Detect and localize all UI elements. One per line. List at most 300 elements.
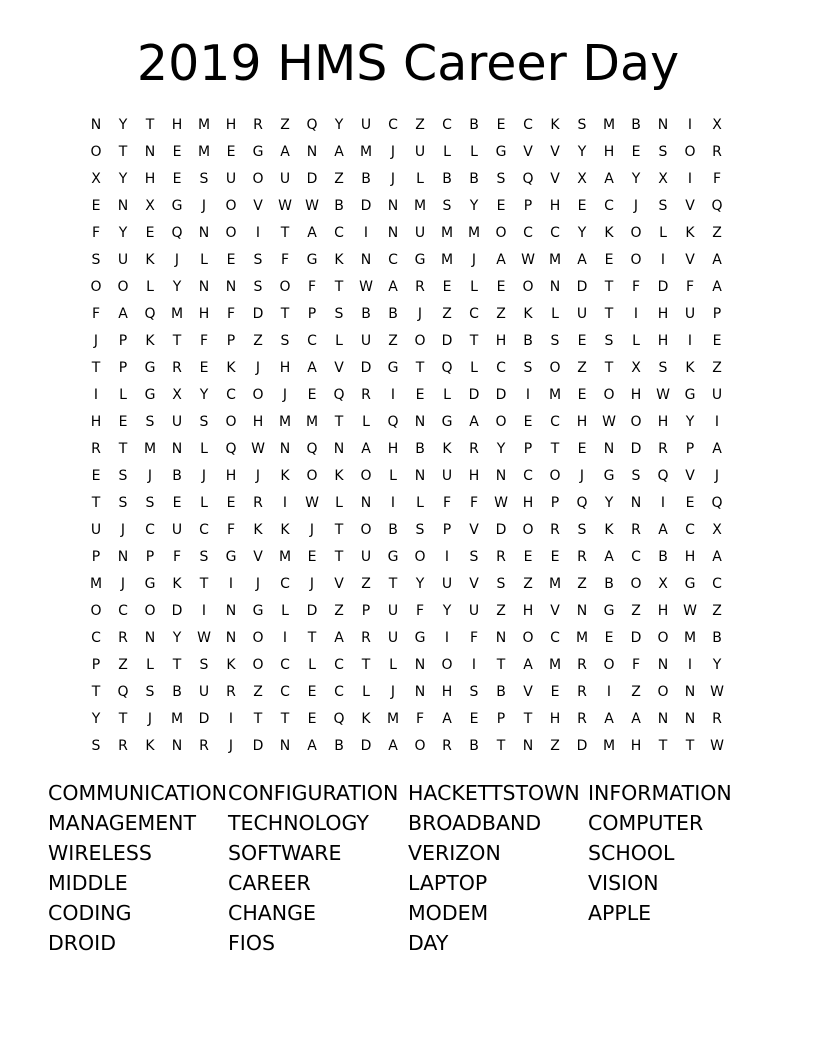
- word-list-item: SOFTWARE: [228, 840, 342, 865]
- grid-letter: W: [602, 414, 616, 430]
- grid-letter: N: [630, 495, 642, 511]
- grid-letter: Q: [306, 441, 318, 457]
- grid-letter: K: [334, 252, 344, 268]
- grid-letter: L: [146, 657, 154, 673]
- grid-letter: L: [470, 144, 478, 160]
- grid-letter: Z: [334, 603, 344, 619]
- grid-letter: B: [334, 198, 344, 214]
- grid-letter: I: [390, 495, 396, 511]
- grid-letter: I: [93, 387, 99, 403]
- grid-letter: O: [549, 468, 561, 484]
- grid-letter: B: [469, 738, 479, 754]
- grid-letter: S: [442, 198, 452, 214]
- grid-letter: O: [657, 630, 669, 646]
- grid-letter: Q: [117, 684, 129, 700]
- grid-letter: H: [279, 360, 291, 376]
- grid-letter: I: [228, 576, 234, 592]
- grid-letter: D: [198, 711, 210, 727]
- grid-letter: A: [334, 144, 344, 160]
- grid-letter: G: [171, 198, 183, 214]
- grid-letter: P: [496, 711, 506, 727]
- grid-letter: N: [387, 198, 399, 214]
- grid-letter: K: [280, 522, 290, 538]
- grid-letter: M: [278, 414, 292, 430]
- grid-letter: H: [657, 306, 669, 322]
- grid-letter: T: [469, 333, 479, 349]
- grid-letter: M: [440, 225, 454, 241]
- grid-letter: I: [633, 306, 639, 322]
- grid-letter: D: [657, 279, 669, 295]
- grid-letter: V: [469, 522, 479, 538]
- grid-letter: C: [523, 225, 533, 241]
- grid-letter: Z: [442, 306, 452, 322]
- grid-letter: Y: [631, 171, 641, 187]
- grid-letter: D: [630, 441, 642, 457]
- grid-letter: R: [172, 360, 182, 376]
- grid-letter: N: [225, 603, 237, 619]
- grid-letter: L: [551, 306, 559, 322]
- grid-letter: X: [145, 198, 155, 214]
- grid-letter: H: [549, 198, 561, 214]
- grid-letter: L: [308, 657, 316, 673]
- word-list-item: CHANGE: [228, 900, 316, 925]
- grid-letter: B: [388, 306, 398, 322]
- grid-letter: S: [658, 360, 668, 376]
- grid-letter: H: [387, 441, 399, 457]
- grid-letter: Y: [172, 630, 182, 646]
- grid-letter: U: [360, 117, 372, 133]
- grid-letter: D: [252, 738, 264, 754]
- grid-letter: B: [712, 630, 722, 646]
- grid-letter: E: [496, 117, 506, 133]
- grid-letter: H: [630, 387, 642, 403]
- grid-letter: F: [307, 279, 317, 295]
- grid-letter: S: [199, 657, 209, 673]
- grid-letter: T: [118, 441, 128, 457]
- grid-letter: O: [117, 279, 129, 295]
- grid-letter: T: [604, 306, 614, 322]
- grid-letter: J: [471, 252, 477, 268]
- grid-letter: U: [711, 387, 723, 403]
- grid-letter: T: [496, 738, 506, 754]
- grid-letter: B: [469, 171, 479, 187]
- grid-letter: A: [388, 279, 398, 295]
- grid-letter: R: [577, 711, 587, 727]
- grid-letter: N: [657, 117, 669, 133]
- grid-letter: T: [172, 657, 182, 673]
- grid-letter: G: [495, 144, 507, 160]
- grid-letter: Z: [496, 306, 506, 322]
- grid-letter: F: [469, 495, 479, 511]
- grid-letter: H: [549, 711, 561, 727]
- grid-letter: I: [660, 495, 666, 511]
- grid-letter: Y: [334, 117, 344, 133]
- grid-letter: Q: [657, 468, 669, 484]
- grid-letter: W: [683, 603, 697, 619]
- grid-letter: A: [307, 738, 317, 754]
- grid-letter: R: [361, 387, 371, 403]
- grid-letter: J: [309, 576, 315, 592]
- grid-letter: H: [657, 333, 669, 349]
- grid-letter: O: [603, 387, 615, 403]
- grid-letter: P: [442, 522, 452, 538]
- grid-letter: F: [226, 306, 236, 322]
- grid-letter: E: [604, 630, 614, 646]
- grid-letter: E: [550, 549, 560, 565]
- grid-letter: S: [550, 333, 560, 349]
- grid-letter: W: [710, 738, 724, 754]
- grid-letter: E: [442, 279, 452, 295]
- grid-letter: E: [496, 279, 506, 295]
- grid-letter: Q: [171, 225, 183, 241]
- grid-letter: W: [521, 252, 535, 268]
- grid-letter: Y: [469, 198, 479, 214]
- grid-letter: I: [471, 657, 477, 673]
- grid-letter: B: [496, 684, 506, 700]
- grid-letter: F: [469, 630, 479, 646]
- grid-letter: X: [712, 117, 722, 133]
- grid-letter: H: [225, 468, 237, 484]
- grid-letter: O: [306, 468, 318, 484]
- grid-letter: O: [414, 738, 426, 754]
- grid-letter: D: [360, 198, 372, 214]
- grid-letter: W: [305, 198, 319, 214]
- grid-letter: P: [361, 603, 371, 619]
- grid-letter: R: [712, 144, 722, 160]
- grid-letter: S: [469, 684, 479, 700]
- grid-letter: K: [685, 360, 695, 376]
- grid-letter: Y: [91, 711, 101, 727]
- grid-letter: R: [712, 711, 722, 727]
- grid-letter: D: [306, 171, 318, 187]
- word-list-item: WIRELESS: [48, 840, 152, 865]
- grid-letter: B: [604, 576, 614, 592]
- word-list-item: FIOS: [228, 930, 275, 955]
- grid-letter: V: [685, 252, 695, 268]
- grid-letter: A: [307, 360, 317, 376]
- grid-letter: A: [442, 711, 452, 727]
- grid-letter: J: [579, 468, 585, 484]
- grid-letter: S: [199, 171, 209, 187]
- grid-letter: H: [576, 414, 588, 430]
- grid-letter: U: [171, 522, 183, 538]
- grid-letter: B: [469, 117, 479, 133]
- grid-letter: P: [118, 360, 128, 376]
- word-list-item: VERIZON: [408, 840, 501, 865]
- grid-letter: L: [470, 360, 478, 376]
- grid-letter: V: [550, 603, 560, 619]
- grid-letter: M: [440, 252, 454, 268]
- grid-letter: G: [225, 549, 237, 565]
- grid-letter: E: [496, 198, 506, 214]
- grid-letter: O: [630, 225, 642, 241]
- grid-letter: U: [225, 171, 237, 187]
- grid-letter: H: [684, 549, 696, 565]
- grid-letter: K: [550, 117, 560, 133]
- grid-letter: J: [282, 387, 288, 403]
- grid-letter: B: [361, 171, 371, 187]
- grid-letter: G: [144, 576, 156, 592]
- grid-letter: C: [280, 576, 290, 592]
- grid-letter: E: [307, 711, 317, 727]
- grid-letter: Q: [387, 414, 399, 430]
- grid-letter: Y: [712, 657, 722, 673]
- grid-letter: V: [685, 468, 695, 484]
- grid-letter: U: [90, 522, 102, 538]
- grid-letter: N: [90, 117, 102, 133]
- grid-letter: C: [469, 306, 479, 322]
- grid-letter: C: [631, 549, 641, 565]
- grid-letter: A: [712, 252, 722, 268]
- grid-letter: Y: [685, 414, 695, 430]
- grid-letter: C: [442, 117, 452, 133]
- grid-letter: L: [200, 252, 208, 268]
- grid-letter: J: [390, 144, 396, 160]
- grid-letter: A: [712, 279, 722, 295]
- grid-letter: Q: [711, 198, 723, 214]
- grid-letter: M: [89, 576, 103, 592]
- grid-letter: C: [118, 603, 128, 619]
- grid-letter: S: [658, 198, 668, 214]
- grid-letter: M: [386, 711, 400, 727]
- grid-letter: A: [604, 171, 614, 187]
- grid-letter: J: [714, 468, 720, 484]
- grid-letter: G: [306, 252, 318, 268]
- grid-letter: E: [91, 468, 101, 484]
- grid-letter: W: [359, 279, 373, 295]
- grid-letter: O: [360, 468, 372, 484]
- grid-letter: Y: [604, 495, 614, 511]
- grid-letter: N: [171, 738, 183, 754]
- grid-letter: N: [144, 630, 156, 646]
- grid-letter: W: [494, 495, 508, 511]
- word-list-item: VISION: [588, 870, 659, 895]
- grid-letter: S: [415, 522, 425, 538]
- grid-letter: S: [631, 468, 641, 484]
- grid-letter: R: [469, 441, 479, 457]
- grid-letter: Q: [144, 306, 156, 322]
- word-list-item: TECHNOLOGY: [228, 810, 369, 835]
- grid-letter: C: [604, 198, 614, 214]
- grid-letter: W: [197, 630, 211, 646]
- grid-letter: G: [387, 360, 399, 376]
- grid-letter: W: [251, 441, 265, 457]
- grid-letter: O: [252, 171, 264, 187]
- grid-letter: L: [443, 144, 451, 160]
- grid-letter: J: [174, 252, 180, 268]
- grid-letter: I: [201, 603, 207, 619]
- grid-letter: S: [334, 306, 344, 322]
- grid-letter: J: [93, 333, 99, 349]
- grid-letter: R: [577, 684, 587, 700]
- grid-letter: O: [684, 144, 696, 160]
- grid-letter: Z: [712, 225, 722, 241]
- word-list-item: COMMUNICATION: [48, 781, 227, 805]
- grid-letter: M: [683, 630, 697, 646]
- grid-letter: N: [549, 279, 561, 295]
- grid-letter: T: [523, 711, 533, 727]
- grid-letter: Q: [576, 495, 588, 511]
- grid-letter: O: [630, 414, 642, 430]
- grid-letter: O: [495, 414, 507, 430]
- grid-letter: Z: [361, 576, 371, 592]
- word-list-item: HACKETTSTOWN: [408, 781, 580, 805]
- grid-letter: T: [91, 495, 101, 511]
- word-list-item: APPLE: [588, 900, 652, 925]
- grid-letter: O: [522, 279, 534, 295]
- grid-letter: I: [282, 630, 288, 646]
- grid-letter: T: [496, 657, 506, 673]
- grid-letter: I: [687, 657, 693, 673]
- grid-letter: S: [118, 468, 128, 484]
- grid-letter: R: [442, 738, 452, 754]
- grid-letter: V: [253, 549, 263, 565]
- grid-letter: U: [441, 468, 453, 484]
- grid-letter: A: [604, 711, 614, 727]
- grid-letter: S: [253, 252, 263, 268]
- grid-letter: U: [684, 306, 696, 322]
- grid-letter: X: [658, 171, 668, 187]
- grid-letter: Z: [496, 603, 506, 619]
- grid-letter: C: [550, 414, 560, 430]
- grid-letter: O: [603, 657, 615, 673]
- grid-letter: P: [226, 333, 236, 349]
- grid-letter: F: [631, 279, 641, 295]
- grid-letter: E: [577, 441, 587, 457]
- grid-letter: O: [522, 522, 534, 538]
- grid-letter: O: [441, 657, 453, 673]
- grid-letter: A: [658, 522, 668, 538]
- grid-letter: C: [280, 657, 290, 673]
- grid-letter: M: [548, 657, 562, 673]
- grid-letter: N: [414, 414, 426, 430]
- grid-letter: Y: [118, 117, 128, 133]
- grid-letter: E: [712, 333, 722, 349]
- grid-letter: U: [171, 414, 183, 430]
- grid-letter: R: [226, 684, 236, 700]
- word-list-item: CODING: [48, 900, 132, 925]
- grid-letter: B: [658, 549, 668, 565]
- grid-letter: A: [388, 738, 398, 754]
- grid-letter: C: [334, 657, 344, 673]
- grid-letter: V: [523, 684, 533, 700]
- grid-letter: B: [415, 441, 425, 457]
- grid-letter: H: [657, 603, 669, 619]
- grid-letter: L: [146, 279, 154, 295]
- grid-letter: P: [712, 306, 722, 322]
- grid-letter: S: [145, 495, 155, 511]
- grid-letter: K: [604, 225, 614, 241]
- grid-letter: D: [630, 630, 642, 646]
- grid-letter: C: [145, 522, 155, 538]
- grid-letter: T: [604, 279, 614, 295]
- grid-letter: B: [388, 522, 398, 538]
- grid-letter: T: [118, 144, 128, 160]
- grid-letter: S: [145, 414, 155, 430]
- grid-letter: T: [334, 414, 344, 430]
- grid-letter: G: [414, 252, 426, 268]
- grid-letter: Y: [172, 279, 182, 295]
- grid-letter: G: [252, 144, 264, 160]
- grid-letter: A: [361, 441, 371, 457]
- word-list-item: CAREER: [228, 870, 311, 895]
- word-list-item: MANAGEMENT: [48, 810, 197, 835]
- grid-letter: H: [90, 414, 102, 430]
- grid-letter: N: [171, 441, 183, 457]
- grid-letter: M: [575, 630, 589, 646]
- grid-letter: A: [307, 225, 317, 241]
- grid-letter: O: [630, 252, 642, 268]
- grid-letter: N: [576, 603, 588, 619]
- grid-letter: H: [441, 684, 453, 700]
- grid-letter: Z: [253, 333, 263, 349]
- grid-letter: D: [495, 522, 507, 538]
- grid-letter: M: [305, 414, 319, 430]
- grid-letter: L: [200, 495, 208, 511]
- grid-letter: V: [550, 144, 560, 160]
- grid-letter: X: [577, 171, 587, 187]
- grid-letter: L: [119, 387, 127, 403]
- grid-letter: U: [414, 144, 426, 160]
- grid-letter: F: [226, 522, 236, 538]
- grid-letter: C: [334, 225, 344, 241]
- grid-letter: Z: [631, 684, 641, 700]
- grid-letter: Z: [334, 171, 344, 187]
- grid-letter: J: [120, 576, 126, 592]
- grid-letter: T: [280, 711, 290, 727]
- grid-letter: C: [199, 522, 209, 538]
- grid-letter: I: [255, 225, 261, 241]
- grid-letter: S: [658, 144, 668, 160]
- grid-letter: E: [577, 387, 587, 403]
- grid-letter: O: [144, 603, 156, 619]
- grid-letter: E: [118, 414, 128, 430]
- grid-letter: X: [658, 576, 668, 592]
- grid-letter: E: [307, 684, 317, 700]
- grid-letter: E: [523, 414, 533, 430]
- grid-letter: O: [279, 279, 291, 295]
- grid-letter: I: [687, 333, 693, 349]
- grid-letter: U: [468, 603, 480, 619]
- grid-letter: F: [631, 657, 641, 673]
- grid-letter: H: [522, 603, 534, 619]
- grid-letter: M: [602, 117, 616, 133]
- grid-letter: I: [687, 171, 693, 187]
- grid-letter: N: [360, 495, 372, 511]
- grid-letter: S: [199, 414, 209, 430]
- grid-letter: M: [359, 144, 373, 160]
- grid-letter: I: [525, 387, 531, 403]
- grid-letter: L: [335, 333, 343, 349]
- grid-letter: E: [199, 360, 209, 376]
- grid-letter: N: [144, 144, 156, 160]
- grid-letter: N: [279, 738, 291, 754]
- grid-letter: E: [604, 252, 614, 268]
- grid-letter: A: [334, 630, 344, 646]
- grid-letter: K: [442, 441, 452, 457]
- grid-letter: G: [144, 387, 156, 403]
- grid-letter: O: [252, 630, 264, 646]
- grid-letter: M: [548, 252, 562, 268]
- grid-letter: W: [305, 495, 319, 511]
- word-list-item: MIDDLE: [48, 870, 128, 895]
- grid-letter: A: [280, 144, 290, 160]
- grid-letter: R: [631, 522, 641, 538]
- grid-letter: B: [334, 738, 344, 754]
- grid-letter: Q: [333, 711, 345, 727]
- grid-letter: N: [657, 657, 669, 673]
- grid-letter: Z: [415, 117, 425, 133]
